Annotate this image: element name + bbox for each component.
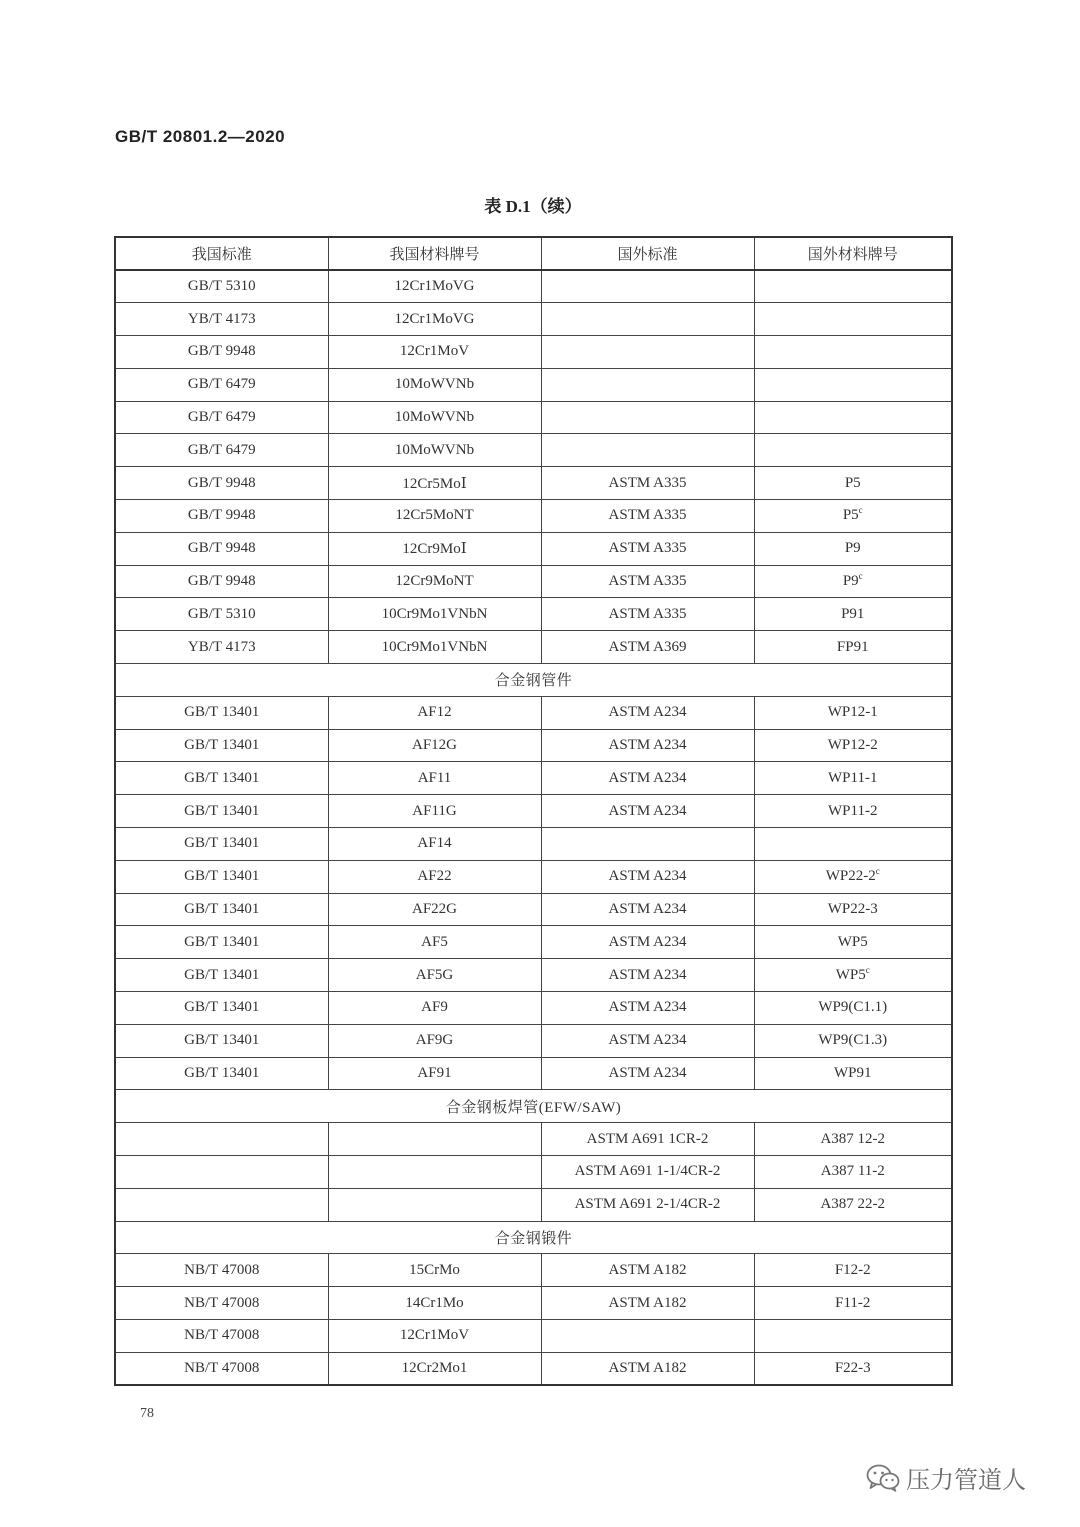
cell-domestic-standard	[115, 1123, 328, 1156]
cell-foreign-grade	[754, 795, 952, 828]
cell-text: WP22-3	[827, 901, 878, 918]
cell-text: ASTM A234	[608, 868, 687, 885]
cell-foreign-grade	[754, 1024, 952, 1057]
cell-text: GB/T 13401	[184, 868, 260, 885]
footnote-marker: c	[858, 505, 863, 516]
table-row	[115, 828, 952, 861]
table-row	[115, 467, 952, 500]
cell-text: ASTM A182	[608, 1261, 687, 1278]
cell-text: WP12-1	[827, 704, 878, 721]
cell-foreign-grade	[754, 762, 952, 795]
cell-text: GB/T 9948	[187, 573, 256, 590]
cell-text: F11-2	[835, 1294, 871, 1311]
cell-domestic-grade	[328, 532, 541, 565]
section-title: 合金钢管件	[115, 664, 952, 697]
material-comparison-table	[114, 236, 953, 1386]
section-row	[115, 664, 952, 697]
cell-domestic-grade	[328, 1287, 541, 1320]
cell-text: YB/T 4173	[187, 638, 256, 655]
wechat-icon	[866, 1464, 900, 1492]
cell-text: AF12	[417, 704, 452, 721]
table-row	[115, 565, 952, 598]
cell-foreign-standard	[541, 696, 754, 729]
cell-foreign-standard	[541, 762, 754, 795]
cell-text: GB/T 13401	[184, 835, 260, 852]
table-row	[115, 893, 952, 926]
cell-domestic-grade	[328, 926, 541, 959]
cell-text: F22-3	[834, 1359, 871, 1376]
cell-domestic-grade	[328, 762, 541, 795]
table-row	[115, 926, 952, 959]
cell-domestic-standard	[115, 1057, 328, 1090]
cell-foreign-grade	[754, 565, 952, 598]
cell-text: 12Cr1MoVG	[394, 310, 475, 327]
cell-text: WP5	[835, 966, 866, 983]
cell-text: WP11-2	[828, 802, 878, 819]
footnote-marker: c	[858, 571, 863, 582]
cell-text: 12Cr5MoⅠ	[402, 475, 467, 492]
table-row	[115, 1254, 952, 1287]
cell-foreign-standard	[541, 893, 754, 926]
table-row	[115, 1188, 952, 1221]
cell-domestic-standard	[115, 795, 328, 828]
cell-text: GB/T 13401	[184, 1065, 260, 1082]
cell-domestic-standard	[115, 368, 328, 401]
cell-foreign-standard	[541, 532, 754, 565]
cell-text: 12Cr1MoVG	[394, 278, 475, 295]
cell-foreign-standard	[541, 336, 754, 369]
cell-foreign-standard	[541, 500, 754, 533]
cell-domestic-standard	[115, 828, 328, 861]
cell-text: P5	[842, 507, 859, 524]
cell-text: ASTM A182	[608, 1294, 687, 1311]
page-number: 78	[140, 1406, 154, 1421]
cell-text: ASTM A335	[608, 474, 687, 491]
cell-text: A387 11-2	[820, 1163, 885, 1180]
cell-domestic-standard	[115, 467, 328, 500]
column-header-domestic-grade: 我国材料牌号	[328, 237, 541, 270]
cell-text: WP9(C1.1)	[818, 999, 888, 1016]
cell-foreign-standard	[541, 1254, 754, 1287]
cell-text: 10Cr9Mo1VNbN	[381, 638, 488, 655]
cell-domestic-standard	[115, 532, 328, 565]
cell-foreign-grade	[754, 828, 952, 861]
table-title: 表 D.1（续）	[484, 197, 582, 216]
cell-foreign-grade	[754, 1188, 952, 1221]
watermark	[866, 1460, 1026, 1495]
cell-domestic-standard	[115, 1320, 328, 1353]
cell-domestic-standard	[115, 893, 328, 926]
section-title: 合金钢锻件	[115, 1221, 952, 1254]
cell-foreign-standard	[541, 729, 754, 762]
cell-foreign-standard	[541, 795, 754, 828]
cell-text: GB/T 6479	[187, 441, 256, 458]
cell-text: 12Cr9MoⅠ	[402, 541, 467, 558]
cell-text: GB/T 6479	[187, 409, 256, 426]
cell-domestic-standard	[115, 434, 328, 467]
cell-domestic-grade	[328, 401, 541, 434]
column-header-foreign-grade: 国外材料牌号	[754, 237, 952, 270]
cell-foreign-grade	[754, 1057, 952, 1090]
cell-text: WP22-2	[825, 868, 876, 885]
cell-text: ASTM A234	[608, 1065, 687, 1082]
cell-foreign-standard	[541, 1320, 754, 1353]
table-row	[115, 1156, 952, 1189]
cell-domestic-standard	[115, 1188, 328, 1221]
cell-domestic-standard	[115, 959, 328, 992]
cell-domestic-standard	[115, 598, 328, 631]
cell-text: GB/T 5310	[187, 278, 256, 295]
cell-domestic-standard	[115, 729, 328, 762]
cell-foreign-standard	[541, 1352, 754, 1385]
cell-foreign-standard	[541, 303, 754, 336]
cell-domestic-grade	[328, 270, 541, 303]
cell-foreign-standard	[541, 1123, 754, 1156]
cell-text: GB/T 9948	[187, 343, 256, 360]
cell-foreign-standard	[541, 401, 754, 434]
cell-foreign-grade	[754, 467, 952, 500]
cell-text: P9	[844, 540, 861, 557]
cell-domestic-grade	[328, 893, 541, 926]
cell-foreign-grade	[754, 598, 952, 631]
cell-text: ASTM A234	[608, 802, 687, 819]
cell-domestic-grade	[328, 992, 541, 1025]
cell-domestic-grade	[328, 1188, 541, 1221]
cell-domestic-standard	[115, 926, 328, 959]
cell-foreign-standard	[541, 1156, 754, 1189]
cell-foreign-grade	[754, 992, 952, 1025]
table-row	[115, 532, 952, 565]
cell-text: 12Cr1MoV	[399, 1327, 470, 1344]
cell-text: WP11-1	[828, 769, 878, 786]
cell-text: GB/T 13401	[184, 1032, 260, 1049]
cell-text: ASTM A234	[608, 966, 687, 983]
cell-foreign-standard	[541, 1188, 754, 1221]
cell-text: AF9	[421, 999, 448, 1016]
cell-foreign-grade	[754, 1352, 952, 1385]
cell-foreign-standard	[541, 368, 754, 401]
cell-domestic-grade	[328, 795, 541, 828]
cell-foreign-grade	[754, 926, 952, 959]
cell-text: GB/T 13401	[184, 933, 260, 950]
table-row	[115, 1287, 952, 1320]
cell-text: ASTM A234	[608, 1032, 687, 1049]
section-row	[115, 1090, 952, 1123]
cell-text: GB/T 13401	[184, 802, 260, 819]
cell-domestic-standard	[115, 1352, 328, 1385]
cell-text: AF5G	[415, 966, 454, 983]
table-row	[115, 598, 952, 631]
cell-text: GB/T 13401	[184, 901, 260, 918]
cell-domestic-grade	[328, 631, 541, 664]
cell-domestic-grade	[328, 368, 541, 401]
table-row	[115, 631, 952, 664]
cell-domestic-grade	[328, 598, 541, 631]
cell-text: AF22G	[411, 901, 457, 918]
cell-text: WP91	[834, 1065, 872, 1082]
cell-text: GB/T 5310	[187, 605, 256, 622]
cell-foreign-grade	[754, 1254, 952, 1287]
cell-foreign-grade	[754, 860, 952, 893]
cell-foreign-grade	[754, 1320, 952, 1353]
cell-foreign-grade	[754, 336, 952, 369]
table-row	[115, 729, 952, 762]
table-row	[115, 1024, 952, 1057]
watermark-text: 压力管道人	[906, 1466, 1026, 1494]
cell-text: AF22	[417, 868, 452, 885]
cell-domestic-standard	[115, 1024, 328, 1057]
cell-text: ASTM A234	[608, 999, 687, 1016]
cell-text: ASTM A691 2-1/4CR-2	[574, 1196, 721, 1213]
column-header-foreign-standard: 国外标准	[541, 237, 754, 270]
cell-text: GB/T 13401	[184, 966, 260, 983]
cell-text: ASTM A234	[608, 737, 687, 754]
cell-text: FP91	[836, 638, 869, 655]
cell-text: 12Cr2Mo1	[401, 1359, 468, 1376]
cell-text: 12Cr1MoV	[399, 343, 470, 360]
cell-text: 14Cr1Mo	[405, 1294, 464, 1311]
cell-domestic-standard	[115, 336, 328, 369]
cell-foreign-grade	[754, 631, 952, 664]
table-row	[115, 860, 952, 893]
cell-foreign-grade	[754, 401, 952, 434]
cell-text: 10MoWVNb	[394, 441, 475, 458]
cell-text: WP5	[837, 933, 868, 950]
cell-text: P91	[841, 605, 865, 622]
cell-domestic-grade	[328, 1320, 541, 1353]
cell-text: ASTM A335	[608, 605, 687, 622]
cell-text: A387 22-2	[820, 1196, 886, 1213]
table-row	[115, 368, 952, 401]
table-body	[115, 270, 952, 1385]
cell-text: GB/T 9948	[187, 540, 256, 557]
table-row	[115, 336, 952, 369]
cell-domestic-standard	[115, 631, 328, 664]
table-row	[115, 303, 952, 336]
cell-text: GB/T 13401	[184, 999, 260, 1016]
cell-text: GB/T 9948	[187, 474, 256, 491]
cell-domestic-grade	[328, 434, 541, 467]
cell-domestic-grade	[328, 1254, 541, 1287]
cell-domestic-grade	[328, 860, 541, 893]
table-row	[115, 1057, 952, 1090]
table-row	[115, 401, 952, 434]
cell-text: YB/T 4173	[187, 310, 256, 327]
footnote-marker: c	[875, 866, 880, 877]
cell-foreign-grade	[754, 959, 952, 992]
cell-text: ASTM A335	[608, 573, 687, 590]
cell-text: ASTM A234	[608, 901, 687, 918]
cell-domestic-grade	[328, 1156, 541, 1189]
cell-text: GB/T 13401	[184, 737, 260, 754]
cell-domestic-standard	[115, 401, 328, 434]
cell-foreign-grade	[754, 368, 952, 401]
cell-domestic-standard	[115, 500, 328, 533]
column-header-domestic-standard: 我国标准	[115, 237, 328, 270]
cell-text: WP9(C1.3)	[818, 1032, 888, 1049]
cell-domestic-grade	[328, 336, 541, 369]
cell-text: ASTM A335	[608, 540, 687, 557]
cell-foreign-grade	[754, 532, 952, 565]
cell-foreign-grade	[754, 500, 952, 533]
cell-text: GB/T 13401	[184, 769, 260, 786]
cell-domestic-grade	[328, 1352, 541, 1385]
cell-text: GB/T 9948	[187, 507, 256, 524]
cell-text: ASTM A234	[608, 933, 687, 950]
cell-foreign-standard	[541, 860, 754, 893]
cell-text: 12Cr9MoNT	[395, 573, 474, 590]
cell-domestic-standard	[115, 1287, 328, 1320]
table-row	[115, 500, 952, 533]
cell-text: P5	[844, 474, 861, 491]
cell-foreign-grade	[754, 1156, 952, 1189]
cell-text: F12-2	[834, 1261, 871, 1278]
cell-text: NB/T 47008	[184, 1294, 260, 1311]
cell-foreign-standard	[541, 959, 754, 992]
cell-domestic-grade	[328, 696, 541, 729]
cell-text: AF91	[417, 1065, 452, 1082]
cell-foreign-grade	[754, 270, 952, 303]
cell-foreign-standard	[541, 1057, 754, 1090]
cell-text: P9	[842, 573, 859, 590]
table-header	[115, 237, 952, 270]
cell-text: ASTM A691 1-1/4CR-2	[574, 1163, 721, 1180]
cell-domestic-standard	[115, 303, 328, 336]
cell-foreign-standard	[541, 467, 754, 500]
cell-foreign-standard	[541, 434, 754, 467]
cell-domestic-grade	[328, 729, 541, 762]
cell-text: ASTM A182	[608, 1359, 687, 1376]
cell-text: A387 12-2	[820, 1130, 886, 1147]
cell-text: 15CrMo	[409, 1261, 460, 1278]
table-row	[115, 795, 952, 828]
cell-foreign-grade	[754, 696, 952, 729]
cell-domestic-grade	[328, 828, 541, 861]
table-row	[115, 762, 952, 795]
cell-text: AF5	[421, 933, 448, 950]
cell-domestic-standard	[115, 565, 328, 598]
table-row	[115, 959, 952, 992]
cell-text: WP12-2	[827, 737, 878, 754]
cell-text: ASTM A369	[608, 638, 687, 655]
cell-text: 10MoWVNb	[394, 376, 475, 393]
cell-domestic-grade	[328, 500, 541, 533]
cell-foreign-grade	[754, 893, 952, 926]
table-row	[115, 1352, 952, 1385]
cell-domestic-standard	[115, 860, 328, 893]
cell-domestic-grade	[328, 565, 541, 598]
section-row	[115, 1221, 952, 1254]
cell-domestic-standard	[115, 992, 328, 1025]
cell-foreign-standard	[541, 1024, 754, 1057]
cell-text: GB/T 6479	[187, 376, 256, 393]
table-row	[115, 992, 952, 1025]
cell-text: 10Cr9Mo1VNbN	[381, 605, 488, 622]
cell-text: AF11G	[412, 802, 457, 819]
cell-domestic-standard	[115, 762, 328, 795]
cell-foreign-standard	[541, 270, 754, 303]
cell-text: ASTM A234	[608, 769, 687, 786]
cell-domestic-standard	[115, 1254, 328, 1287]
footnote-marker: c	[865, 964, 870, 975]
cell-foreign-standard	[541, 1287, 754, 1320]
section-title: 合金钢板焊管(EFW/SAW)	[115, 1090, 952, 1123]
cell-text: 10MoWVNb	[394, 409, 475, 426]
cell-text: ASTM A335	[608, 507, 687, 524]
table-row	[115, 1123, 952, 1156]
table-row	[115, 696, 952, 729]
cell-domestic-grade	[328, 303, 541, 336]
cell-foreign-standard	[541, 926, 754, 959]
cell-domestic-grade	[328, 1024, 541, 1057]
cell-domestic-standard	[115, 270, 328, 303]
cell-foreign-standard	[541, 828, 754, 861]
cell-text: ASTM A691 1CR-2	[586, 1130, 709, 1147]
cell-domestic-standard	[115, 696, 328, 729]
table-row	[115, 270, 952, 303]
cell-text: AF14	[417, 835, 452, 852]
cell-foreign-grade	[754, 729, 952, 762]
cell-domestic-standard	[115, 1156, 328, 1189]
cell-foreign-standard	[541, 992, 754, 1025]
cell-foreign-grade	[754, 1287, 952, 1320]
cell-foreign-standard	[541, 598, 754, 631]
standard-code: GB/T 20801.2—2020	[115, 127, 286, 146]
cell-text: AF12G	[411, 737, 457, 754]
cell-foreign-grade	[754, 303, 952, 336]
cell-foreign-grade	[754, 1123, 952, 1156]
cell-domestic-grade	[328, 959, 541, 992]
table-row	[115, 1320, 952, 1353]
cell-text: ASTM A234	[608, 704, 687, 721]
cell-foreign-grade	[754, 434, 952, 467]
cell-domestic-grade	[328, 1057, 541, 1090]
cell-text: AF9G	[415, 1032, 454, 1049]
cell-text: 12Cr5MoNT	[395, 507, 474, 524]
cell-foreign-standard	[541, 565, 754, 598]
cell-domestic-grade	[328, 1123, 541, 1156]
cell-text: AF11	[417, 769, 452, 786]
cell-foreign-standard	[541, 631, 754, 664]
cell-text: GB/T 13401	[184, 704, 260, 721]
cell-text: NB/T 47008	[184, 1327, 260, 1344]
cell-text: NB/T 47008	[184, 1261, 260, 1278]
cell-text: NB/T 47008	[184, 1359, 260, 1376]
cell-domestic-grade	[328, 467, 541, 500]
table-row	[115, 434, 952, 467]
